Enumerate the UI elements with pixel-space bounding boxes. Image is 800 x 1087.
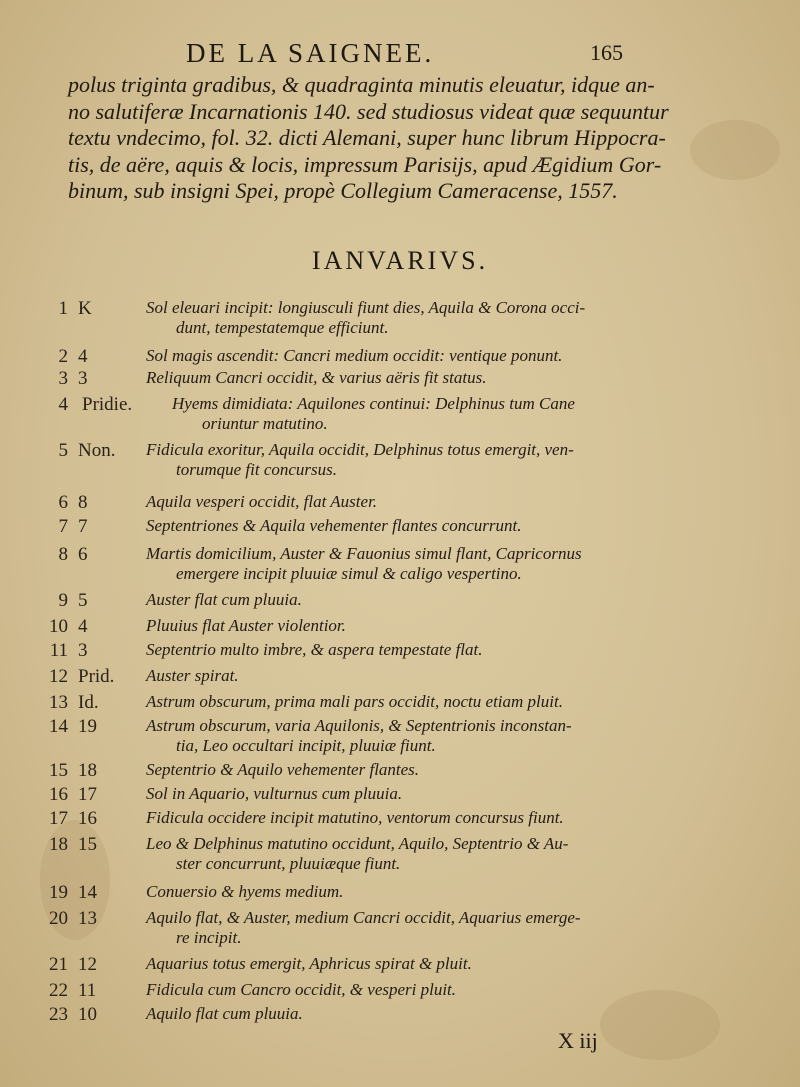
day-number: 2: [58, 346, 68, 367]
entry-text: [146, 492, 716, 512]
entry-text-line: torumque fit concursus.: [176, 460, 338, 479]
entry-text: [146, 346, 716, 366]
roman-date: K: [78, 298, 92, 319]
day-number: 5: [58, 440, 68, 461]
roman-date: 5: [78, 590, 88, 611]
roman-date: 3: [78, 368, 88, 389]
entry-text-line: Aquila vesperi occidit, flat Auster.: [146, 492, 378, 511]
entry-text-line: Pluuius flat Auster violentior.: [146, 616, 346, 635]
entry-text-line: Martis domicilium, Auster & Fauonius simul flant, Capricornus: [146, 544, 582, 563]
entry-text-line: Septentriones & Aquila vehementer flantes concurrunt.: [146, 516, 522, 535]
roman-date: 11: [78, 980, 97, 1001]
day-number: 16: [49, 784, 68, 805]
day-number: 21: [49, 954, 68, 975]
roman-date: 7: [78, 516, 88, 537]
entry-text: [146, 516, 716, 536]
entry-text-line: Auster spirat.: [146, 666, 239, 685]
entry-text-line: Sol magis ascendit: Cancri medium occidit: ventique ponunt.: [146, 346, 563, 365]
entry-text-line: Fidicula cum Cancro occidit, & vesperi pluit.: [146, 980, 457, 999]
day-number: 15: [49, 760, 68, 781]
day-number: 18: [49, 834, 68, 855]
day-number: 3: [58, 368, 68, 389]
entry-text: [146, 368, 716, 388]
roman-date: 13: [78, 908, 97, 929]
roman-date: 8: [78, 492, 88, 513]
roman-date: Pridie.: [82, 394, 133, 415]
month-heading: IANVARIVS.: [311, 246, 489, 275]
entry-text: [146, 908, 716, 948]
roman-date: 6: [78, 544, 88, 565]
signature-mark: X iij: [558, 1028, 598, 1053]
entry-text-line: Hyems dimidiata: Aquilones continui: Delphinus tum Cane: [172, 394, 575, 413]
day-number: 7: [58, 516, 68, 537]
day-number: 9: [58, 590, 68, 611]
entry-text: [146, 544, 716, 584]
day-number: 13: [49, 692, 68, 713]
entry-text: [146, 760, 716, 780]
roman-date: 18: [78, 760, 97, 781]
day-number: 20: [49, 908, 68, 929]
roman-date: 14: [78, 882, 97, 903]
day-number: 23: [49, 1004, 68, 1025]
entry-text-line: Auster flat cum pluuia.: [146, 590, 302, 609]
intro-line: no salutiferæ Incarnationis 140. sed studiosus videat quæ sequuntur: [68, 98, 669, 124]
entry-text: [146, 808, 716, 828]
entry-text-line: Fidicula occidere incipit matutino, ventorum concursus fiunt.: [146, 808, 564, 827]
entry-text: [146, 440, 716, 480]
roman-date: 10: [78, 1004, 97, 1025]
entry-text-line: Leo & Delphinus matutino occidunt, Aquilo, Septentrio & Au-: [146, 834, 569, 853]
entry-text-line: Aquilo flat, & Auster, medium Cancri occidit, Aquarius emerge-: [146, 908, 581, 927]
entry-text-line: Aquilo flat cum pluuia.: [146, 1004, 303, 1023]
entry-text: [172, 394, 742, 434]
entry-text-line: Conuersio & hyems medium.: [146, 882, 344, 901]
entry-text: [146, 298, 716, 338]
roman-date: 3: [78, 640, 88, 661]
day-number: 1: [58, 298, 68, 319]
intro-line: textu vndecimo, fol. 32. dicti Alemani, super hunc librum Hippocra-: [68, 125, 666, 150]
day-number: 10: [49, 616, 68, 637]
page-number: 165: [590, 40, 623, 65]
day-number: 22: [49, 980, 68, 1001]
running-title: DE LA SAIGNEE.: [186, 38, 435, 68]
entry-text: [146, 1004, 716, 1024]
roman-date: 17: [78, 784, 97, 805]
entry-text-line: Astrum obscurum, prima mali pars occidit, noctu etiam pluit.: [146, 692, 563, 711]
entry-text-line: dunt, tempestatemque efficiunt.: [176, 318, 389, 337]
entry-text-line: tia, Leo occultari incipit, pluuiæ fiunt.: [176, 736, 436, 755]
roman-date: 15: [78, 834, 97, 855]
roman-date: 12: [78, 954, 97, 975]
running-head: [0, 38, 800, 72]
entry-text: [146, 784, 716, 804]
roman-date: 19: [78, 716, 97, 737]
intro-line: tis, de aëre, aquis & locis, impressum Parisijs, apud Ægidium Gor-: [68, 151, 662, 177]
roman-date: 16: [78, 808, 97, 829]
entry-text: [146, 980, 716, 1000]
day-number: 19: [49, 882, 68, 903]
day-number: 8: [58, 544, 68, 565]
entry-text: [146, 882, 716, 902]
entry-text: [146, 716, 716, 756]
entry-text-line: Septentrio & Aquilo vehementer flantes.: [146, 760, 420, 779]
day-number: 6: [58, 492, 68, 513]
entry-text: [146, 834, 716, 874]
entry-text: [146, 640, 716, 660]
roman-date: Non.: [78, 440, 116, 461]
entry-text: [146, 666, 716, 686]
roman-date: Prid.: [78, 666, 115, 687]
entry-text-line: Reliquum Cancri occidit, & varius aëris fit status.: [146, 368, 487, 387]
entry-text: [146, 692, 716, 712]
entry-text-line: ster concurrunt, pluuiæque fiunt.: [176, 854, 401, 873]
roman-date: Id.: [78, 692, 99, 713]
day-number: 17: [49, 808, 68, 829]
day-number: 11: [49, 640, 68, 661]
intro-paragraph: [68, 72, 718, 205]
day-number: 14: [49, 716, 68, 737]
entry-text-line: Fidicula exoritur, Aquila occidit, Delphinus totus emergit, ven-: [146, 440, 574, 459]
entry-text-line: Aquarius totus emergit, Aphricus spirat & pluit.: [146, 954, 472, 973]
day-number: 12: [49, 666, 68, 687]
intro-line: binum, sub insigni Spei, propè Collegium Cameracense, 1557.: [68, 178, 618, 203]
entry-text: [146, 954, 716, 974]
entry-text-line: Sol eleuari incipit: longiusculi fiunt dies, Aquila & Corona occi-: [146, 298, 586, 317]
entry-text: [146, 590, 716, 610]
entry-text: [146, 616, 716, 636]
day-number: 4: [58, 394, 68, 415]
paper-stain: [600, 990, 720, 1060]
roman-date: 4: [78, 346, 88, 367]
entry-text-line: Astrum obscurum, varia Aquilonis, & Septentrionis inconstan-: [146, 716, 572, 735]
intro-line: polus triginta gradibus, & quadraginta minutis eleuatur, idque an-: [68, 72, 655, 97]
roman-date: 4: [78, 616, 88, 637]
entry-text-line: emergere incipit pluuiæ simul & caligo vespertino.: [176, 564, 522, 583]
entry-text-line: re incipit.: [176, 928, 242, 947]
entry-text-line: Septentrio multo imbre, & aspera tempestate flat.: [146, 640, 483, 659]
entry-text-line: oriuntur matutino.: [202, 414, 328, 433]
entry-text-line: Sol in Aquario, vulturnus cum pluuia.: [146, 784, 403, 803]
